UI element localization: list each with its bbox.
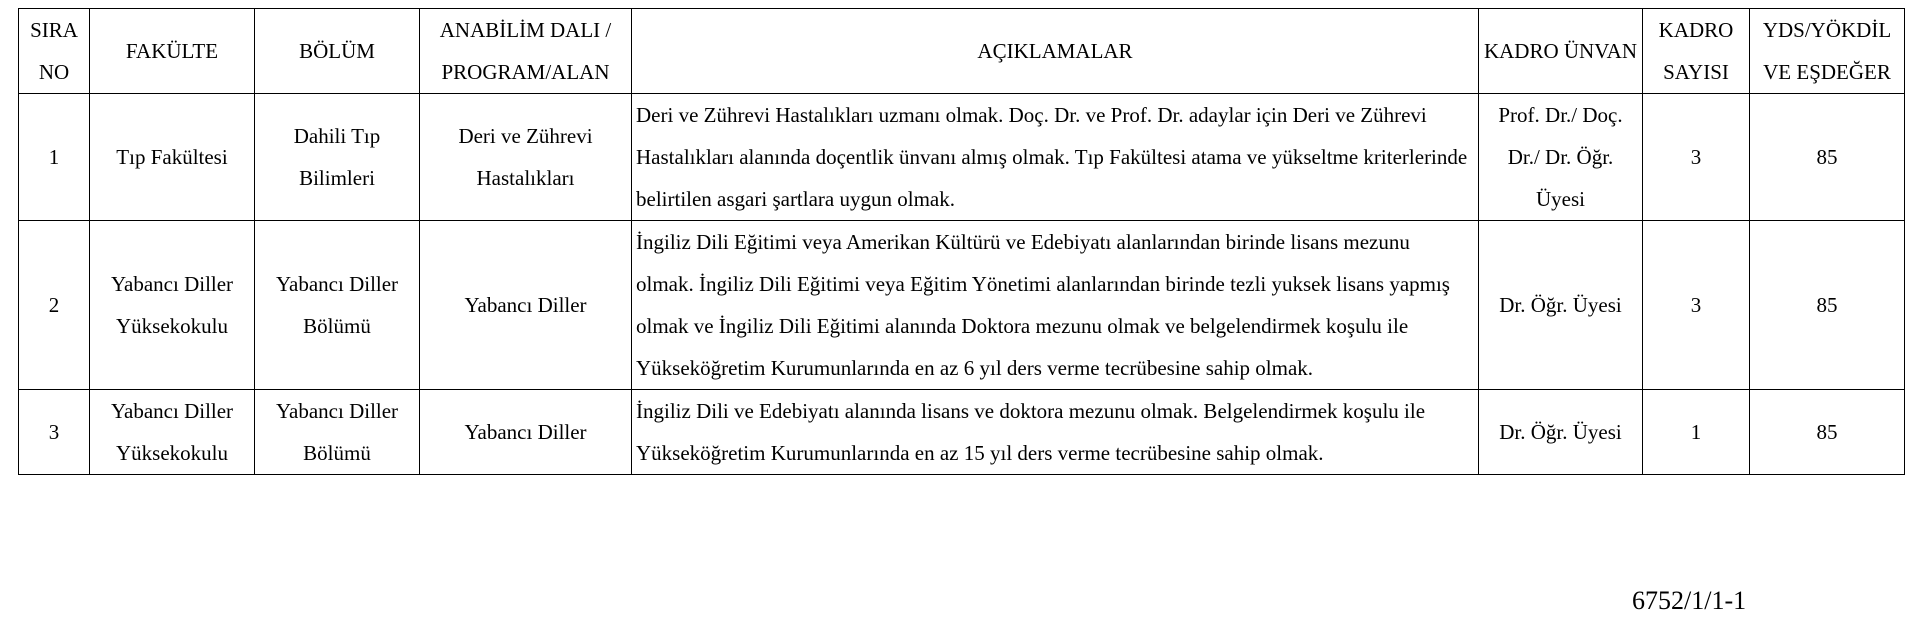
- cell-unvan: Dr. Öğr. Üyesi: [1479, 390, 1643, 475]
- cell-bolum: Yabancı Diller Bölümü: [255, 390, 420, 475]
- table-row: [19, 390, 1905, 475]
- cell-anabilim: Yabancı Diller: [420, 221, 632, 390]
- cell-fakulte: Yabancı Diller Yüksekokulu: [90, 390, 255, 475]
- cell-sayi: 1: [1643, 390, 1750, 475]
- header-bolum: BÖLÜM: [255, 9, 420, 94]
- document-reference-number: 6752/1/1-1: [1632, 586, 1747, 615]
- cell-yds: 85: [1750, 390, 1905, 475]
- cell-sira: 3: [19, 390, 90, 475]
- cell-unvan: Dr. Öğr. Üyesi: [1479, 221, 1643, 390]
- header-kadro-sayisi: KADRO SAYISI: [1643, 9, 1750, 94]
- cell-anabilim: Deri ve Zührevi Hastalıkları: [420, 94, 632, 221]
- header-anabilim-dali: ANABİLİM DALI / PROGRAM/ALAN: [420, 9, 632, 94]
- header-sira-no: SIRA NO: [19, 9, 90, 94]
- cell-sira: 2: [19, 221, 90, 390]
- header-kadro-unvan: KADRO ÜNVAN: [1479, 9, 1643, 94]
- cell-yds: 85: [1750, 94, 1905, 221]
- cell-aciklama: İngiliz Dili Eğitimi veya Amerikan Kültürü ve Edebiyatı alanlarından birinde lisans mezunu olmak. İngiliz Dili Eğitimi veya Eğitim Yönetimi alanlarından birinde tezli yuksek lisans yapmış olmak ve İngiliz Dili Eğitimi alanında Doktora mezunu olmak ve belgelendirmek koşulu ile Yükseköğretim Kurumunlarında en az 6 yıl ders verme tecrübesine sahip olmak.: [632, 221, 1479, 390]
- cell-unvan: Prof. Dr./ Doç. Dr./ Dr. Öğr. Üyesi: [1479, 94, 1643, 221]
- cell-fakulte: Yabancı Diller Yüksekokulu: [90, 221, 255, 390]
- cell-aciklama: Deri ve Zührevi Hastalıkları uzmanı olmak. Doç. Dr. ve Prof. Dr. adaylar için Deri ve Zührevi Hastalıkları alanında doçentlik ünvanı almış olmak. Tıp Fakültesi atama ve yükseltme kriterlerinde belirtilen asgari şartlara uygun olmak.: [632, 94, 1479, 221]
- cell-bolum: Yabancı Diller Bölümü: [255, 221, 420, 390]
- cell-anabilim: Yabancı Diller: [420, 390, 632, 475]
- header-row: [19, 9, 1905, 94]
- cell-sayi: 3: [1643, 221, 1750, 390]
- cell-aciklama: İngiliz Dili ve Edebiyatı alanında lisans ve doktora mezunu olmak. Belgelendirmek koşulu ile Yükseköğretim Kurumunlarında en az 15 yıl ders verme tecrübesine sahip olmak.: [632, 390, 1479, 475]
- cell-sira: 1: [19, 94, 90, 221]
- cell-yds: 85: [1750, 221, 1905, 390]
- cell-bolum: Dahili Tıp Bilimleri: [255, 94, 420, 221]
- positions-table: [18, 8, 1905, 475]
- header-aciklamalar: AÇIKLAMALAR: [632, 9, 1479, 94]
- header-fakulte: FAKÜLTE: [90, 9, 255, 94]
- cell-fakulte: Tıp Fakültesi: [90, 94, 255, 221]
- table-row: [19, 221, 1905, 390]
- header-yds: YDS/YÖKDİL VE EŞDEĞER: [1750, 9, 1905, 94]
- cell-sayi: 3: [1643, 94, 1750, 221]
- table-row: [19, 94, 1905, 221]
